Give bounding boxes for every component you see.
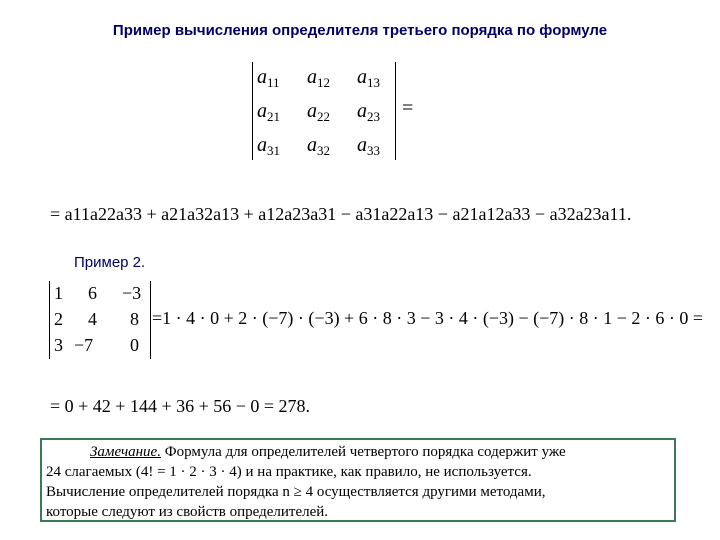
matrix-cell: $a_{21}$ [257,100,280,124]
page-title: Пример вычисления определителя третьего порядка по формуле [112,22,608,39]
matrix-cell: 1 [54,283,63,303]
remark-box [40,438,676,522]
remark-line-3: Вычисление определителей порядка n ≥ 4 осуществляется другими методами, [46,484,546,500]
matrix-cell: 8 [130,309,139,329]
matrix-cell: $a_{31}$ [257,134,280,158]
matrix-cell: $a_{32}$ [307,134,330,158]
example-2-calculation: =1 · 4 · 0 + 2 · (−7) · (−3) + 6 · 8 · 3 − 3 · 4 · (−3) − (−7) · 8 · 1 − 2 · 6 · 0 = [152,308,704,328]
matrix-cell: $a_{11}$ [257,66,280,90]
equals-sign: = [402,97,414,119]
example-2-label: Пример 2. [74,254,146,271]
matrix-cell: 4 [88,309,97,329]
matrix-cell: −7 [74,335,94,355]
remark-line-4: которые следуют из свойств определителей. [46,504,329,520]
determinant-3x3-symbolic [252,62,396,160]
matrix-cell: 3 [54,335,63,355]
determinant-formula: = a11a22a33 + a21a32a13 + a12a23a31 − a31a22a13 − a21a12a33 − a32a23a11. [50,204,632,224]
determinant-3x3-numeric [49,281,151,359]
matrix-cell: $a_{22}$ [307,100,330,124]
matrix-cell: $a_{23}$ [357,100,380,124]
matrix-cell: 2 [54,309,63,329]
remark-line-1 [46,442,670,462]
example-2-result: = 0 + 42 + 144 + 36 + 56 − 0 = 278. [50,396,311,416]
matrix-cell: 6 [88,283,97,303]
remark-line-2: 24 слагаемых (4! = 1 · 2 · 3 · 4) и на практике, как правило, не используется. [46,464,532,480]
matrix-cell: −3 [122,283,142,303]
matrix-cell: 0 [130,335,139,355]
matrix-cell: $a_{33}$ [357,134,380,158]
remark-label: Замечание. [90,444,161,460]
matrix-cell: $a_{12}$ [307,66,330,90]
remark-text-1: Формула для определителей четвертого порядка содержит уже [164,444,566,460]
matrix-cell: $a_{13}$ [357,66,380,90]
